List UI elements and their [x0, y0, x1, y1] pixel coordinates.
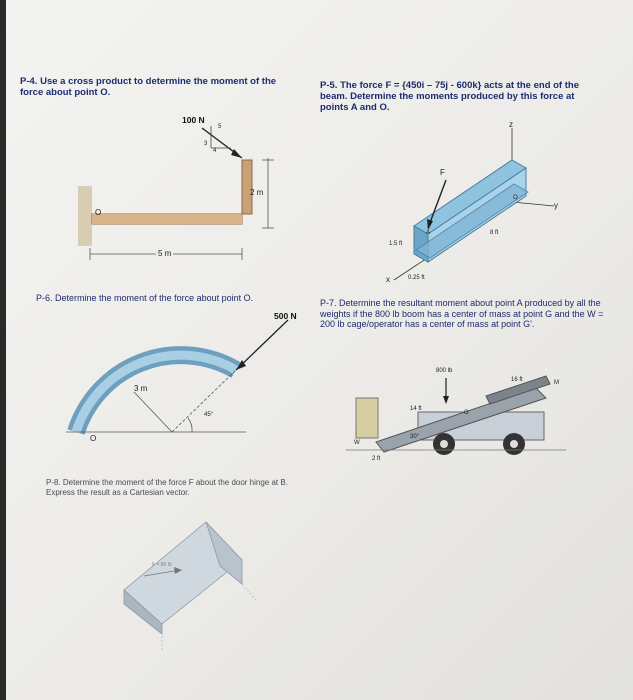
p4-height-label: 2 m: [250, 188, 264, 197]
problem-p5-text: The force F = {450i – 75j - 600k} acts at the end of the beam. Determine the moments produced by this force at points A and O.: [320, 80, 579, 113]
textbook-page: [6, 0, 633, 700]
problem-p5-number: P-5.: [320, 80, 338, 91]
p4-ratio-4: 4: [213, 148, 217, 154]
problem-p7-text: Determine the resultant moment about point A produced by all the weights if the 800 lb boom has a center of mass at point G and the W = 200 lb cage/operator has a center of mass at point G'.: [320, 298, 604, 329]
p7-len-14: 14 ft: [410, 406, 422, 412]
p7-w-label: W: [354, 440, 360, 446]
p4-ratio-3: 3: [204, 141, 208, 147]
problem-p8-figure: [6, 0, 633, 700]
p5-point-a: A: [426, 230, 431, 236]
p4-point-label: O: [95, 208, 102, 217]
problem-p8-text: Determine the moment of the force F about the door hinge at B. Express the result as a Cartesian vector.: [46, 478, 288, 497]
p7-m-label: M: [554, 380, 559, 386]
p7-len-2: 2 ft: [372, 456, 381, 462]
p5-x-label: x: [386, 275, 390, 284]
problem-p7-number: P-7.: [320, 298, 337, 308]
problem-p4-number: P-4.: [20, 76, 38, 87]
p4-force-label: 100 N: [182, 115, 205, 125]
problem-p8-number: P-8.: [46, 478, 61, 487]
p7-g-label: G: [464, 410, 469, 416]
p6-force-label: 500 N: [274, 311, 297, 321]
p5-len-0-25: 0.25 ft: [408, 275, 425, 281]
p6-radius-label: 3 m: [134, 384, 148, 393]
p5-point-o: O: [513, 195, 518, 201]
problem-p6-number: P-6.: [36, 293, 53, 303]
p4-width-label: 5 m: [158, 249, 172, 258]
p4-ratio-5: 5: [218, 124, 222, 130]
p7-weight-label: 800 lb: [436, 368, 453, 374]
problem-p6-text: Determine the moment of the force about point O.: [55, 293, 254, 303]
p6-point-label: O: [90, 434, 97, 443]
problem-p4-text: Use a cross product to determine the moment of the force about point O.: [20, 76, 277, 98]
p5-len-8: 8 ft: [490, 230, 499, 236]
p5-y-label: y: [554, 201, 558, 210]
p5-len-1-5: 1.5 ft: [389, 241, 403, 247]
p7-angle-label: 30°: [410, 434, 420, 440]
p7-len-16: 16 ft: [511, 377, 523, 383]
p5-force-label: F: [440, 168, 445, 177]
p8-force-label: F = 80 lb: [152, 562, 172, 568]
p6-angle-label: 45°: [204, 412, 214, 418]
p5-z-label: z: [509, 120, 513, 129]
